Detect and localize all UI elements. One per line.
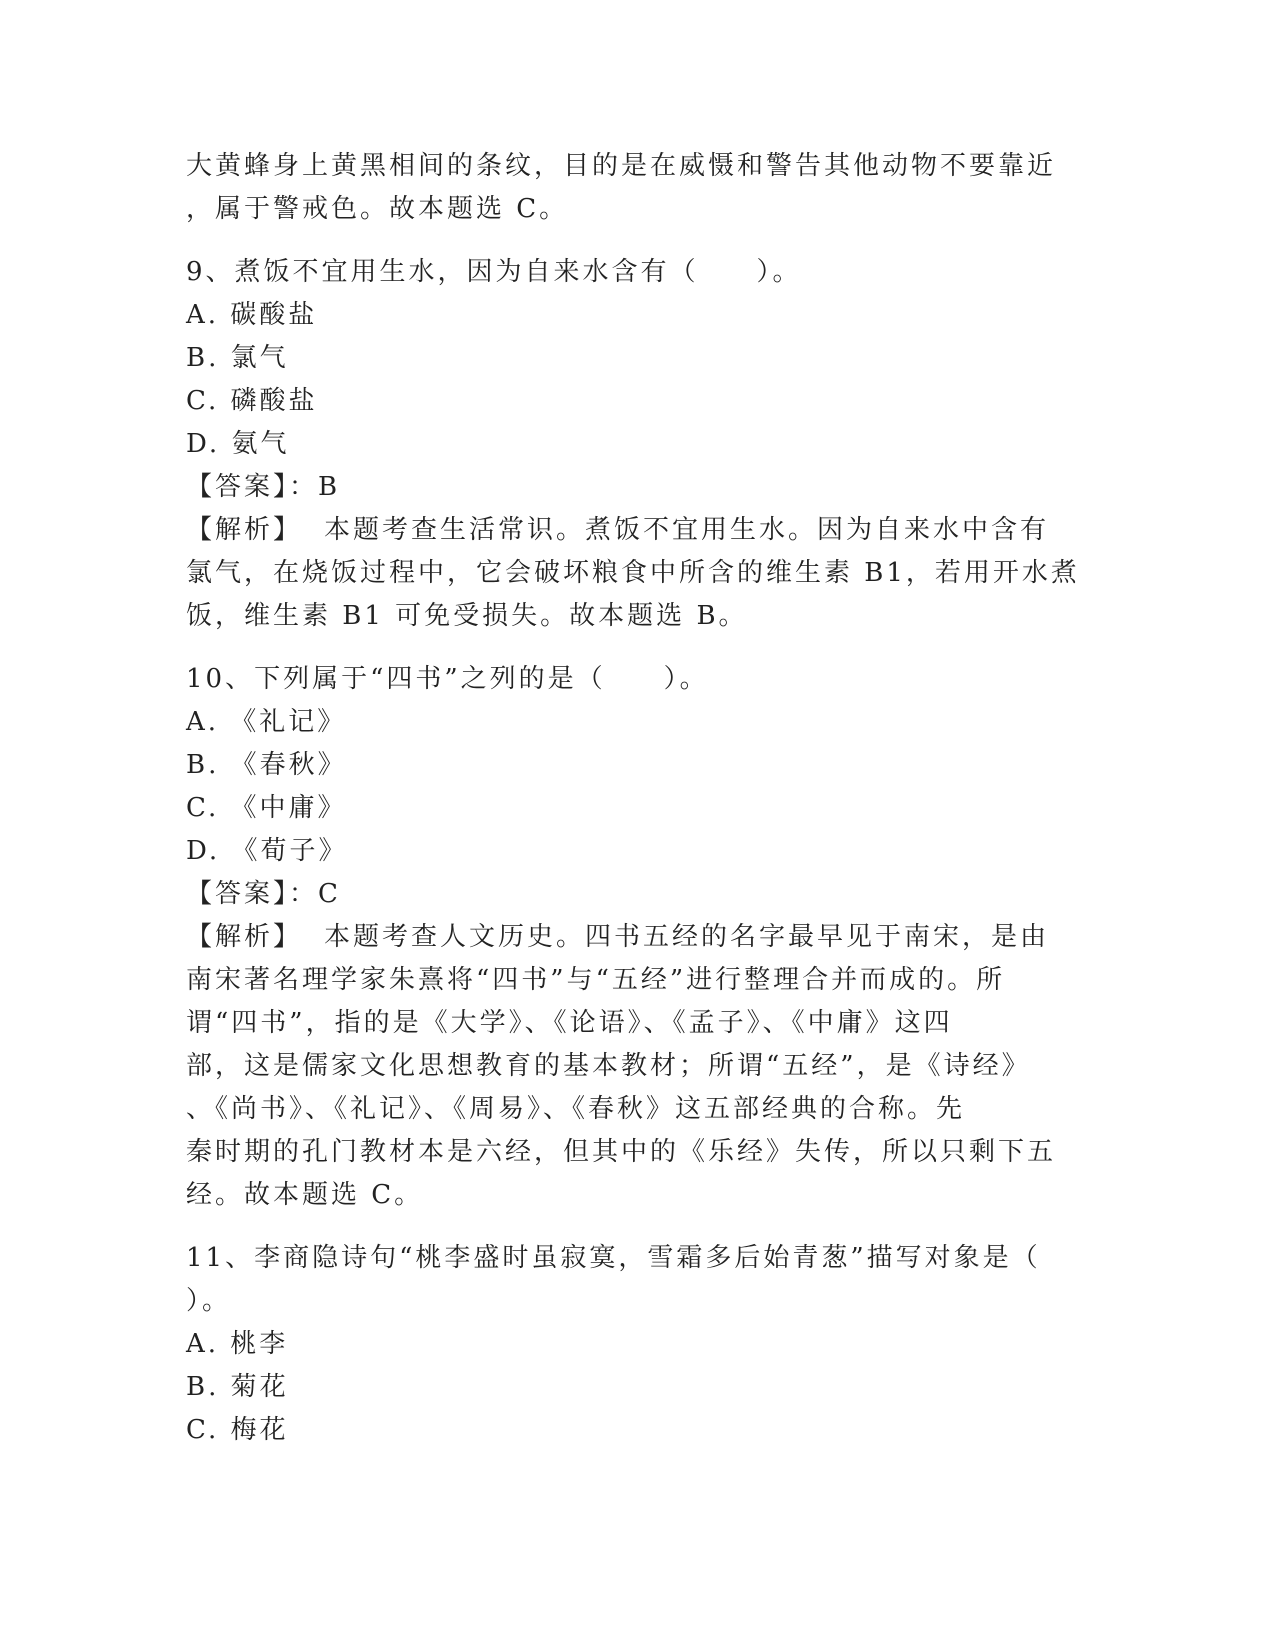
- option-c: C. 梅花: [186, 1415, 289, 1445]
- analysis-text: 氯气，在烧饭过程中，它会破坏粮食中所含的维生素 B1，若用开水煮: [186, 558, 1080, 588]
- analysis-label: 【解析】: [186, 922, 303, 952]
- analysis-first-line: [186, 916, 1066, 959]
- option-c: C. 《中庸》: [186, 793, 347, 823]
- analysis-text: 部，这是儒家文化思想教育的基本教材；所谓“五经”，是《诗经》: [186, 1051, 1031, 1081]
- question-10: [186, 658, 1066, 1217]
- option-d: D. 《荀子》: [186, 836, 348, 866]
- analysis-text: 秦时期的孔门教材本是六经，但其中的《乐经》失传，所以只剩下五: [186, 1137, 1057, 1167]
- option-b: B. 氯气: [186, 343, 289, 373]
- answer: 【答案】：B: [186, 472, 341, 502]
- analysis-first-line: [186, 509, 1066, 552]
- option-a: A. 桃李: [186, 1329, 289, 1359]
- option-b: B. 菊花: [186, 1372, 289, 1402]
- analysis-text: 、《尚书》、《礼记》、《周易》、《春秋》这五部经典的合称。先: [186, 1094, 966, 1124]
- question-text: ）。: [186, 1286, 232, 1316]
- prev-analysis-continuation: [186, 145, 1066, 231]
- analysis-label: 【解析】: [186, 515, 303, 545]
- question-text: 10、下列属于“四书”之列的是（ ）。: [186, 664, 709, 694]
- analysis-text: 本题考查人文历史。四书五经的名字最早见于南宋，是由: [324, 922, 1050, 952]
- text-line: 大黄蜂身上黄黑相间的条纹，目的是在威慑和警告其他动物不要靠近: [186, 151, 1057, 181]
- document-content: [186, 145, 1080, 1452]
- question-text: 9、煮饭不宜用生水，因为自来水含有（ ）。: [186, 257, 802, 287]
- text-line: ，属于警戒色。故本题选 C。: [186, 194, 569, 224]
- analysis-text: 饭，维生素 B1 可免受损失。故本题选 B。: [186, 601, 748, 631]
- analysis-text: 经。故本题选 C。: [186, 1180, 424, 1210]
- option-c: C. 磷酸盐: [186, 386, 318, 416]
- option-d: D. 氨气: [186, 429, 290, 459]
- analysis-text: 南宋著名理学家朱熹将“四书”与“五经”进行整理合并而成的。所: [186, 965, 1006, 995]
- analysis-text: 本题考查生活常识。煮饭不宜用生水。因为自来水中含有: [324, 515, 1050, 545]
- analysis-text: 谓“四书”，指的是《大学》、《论语》、《孟子》、《中庸》这四: [186, 1008, 953, 1038]
- question-text: 11、李商隐诗句“桃李盛时虽寂寞，雪霜多后始青葱”描写对象是（: [186, 1243, 1041, 1273]
- option-a: A. 碳酸盐: [186, 300, 318, 330]
- answer: 【答案】：C: [186, 879, 341, 909]
- question-9: [186, 251, 1080, 638]
- option-a: A. 《礼记》: [186, 707, 347, 737]
- option-b: B. 《春秋》: [186, 750, 347, 780]
- question-11: [186, 1237, 1066, 1452]
